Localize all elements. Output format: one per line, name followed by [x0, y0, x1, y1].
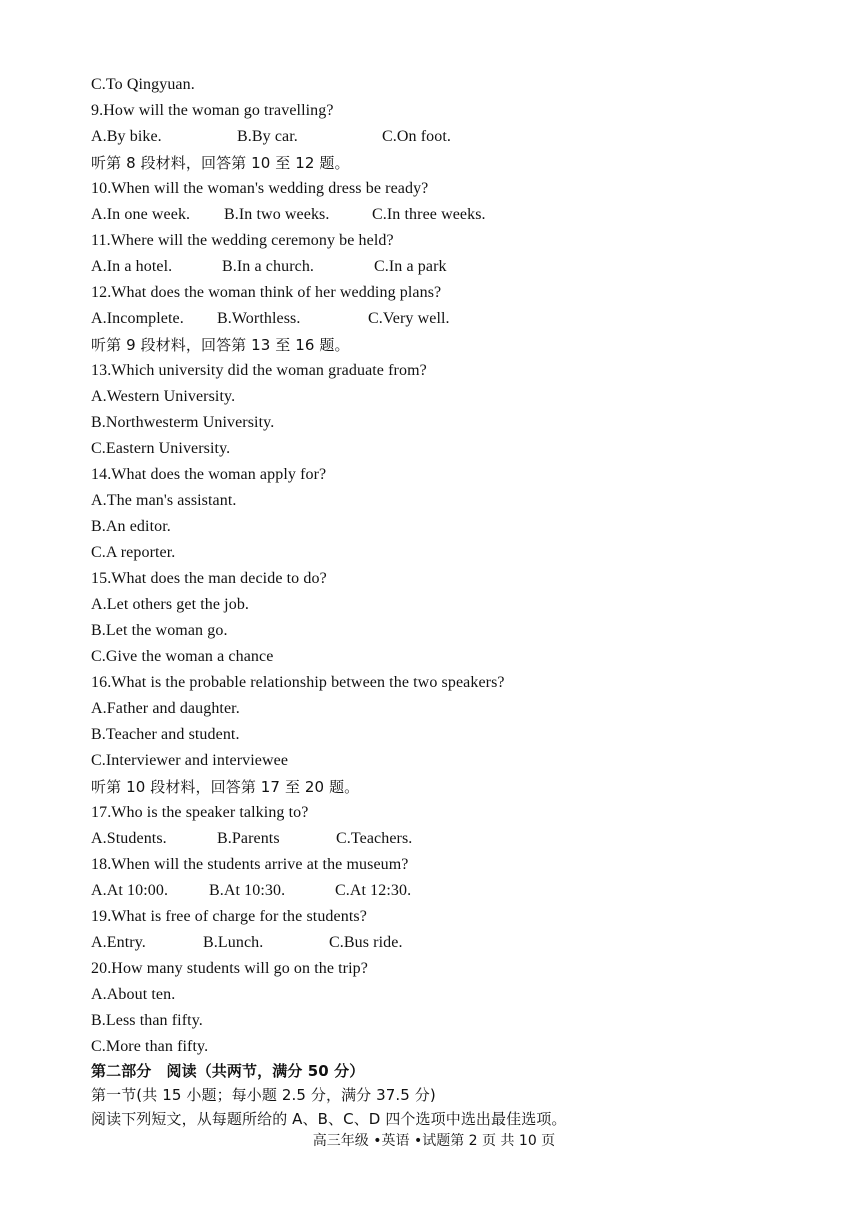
answer-option: C.On foot. — [382, 128, 451, 145]
answer-option: A.Western University. — [91, 388, 236, 405]
page-footer: 高三年级 •英语 •试题第 2 页 共 10 页 — [312, 1133, 556, 1149]
answer-option: A.Students. — [91, 830, 167, 847]
answer-option: C.To Qingyuan. — [91, 76, 195, 93]
answer-option: A.At 10:00. — [91, 882, 169, 899]
section-instruction: 第一节(共 15 小题；每小题 2.5 分，满分 37.5 分) — [91, 1086, 436, 1104]
answer-option: A.By bike. — [91, 128, 162, 145]
answer-option: A.In a hotel. — [91, 258, 173, 275]
answer-option: B.Worthless. — [217, 310, 301, 327]
answer-option: C.Bus ride. — [329, 934, 403, 951]
section-instruction: 听第 10 段材料，回答第 17 至 20 题。 — [91, 778, 360, 796]
answer-option: B.At 10:30. — [209, 882, 286, 899]
answer-option: A.About ten. — [91, 986, 176, 1003]
answer-option: C.Give the woman a chance — [91, 648, 274, 665]
answer-option: A.In one week. — [91, 206, 191, 223]
question-text: 19.What is free of charge for the students? — [91, 908, 367, 925]
answer-option: C.At 12:30. — [335, 882, 412, 899]
answer-option: A.Father and daughter. — [91, 700, 240, 717]
answer-option: B.Northwesterm University. — [91, 414, 275, 431]
answer-option: C.In a park — [374, 258, 447, 275]
question-text: 18.When will the students arrive at the museum? — [91, 856, 409, 873]
answer-option: C.In three weeks. — [372, 206, 486, 223]
answer-option: B.Parents — [217, 830, 280, 847]
question-text: 11.Where will the wedding ceremony be held? — [91, 232, 394, 249]
answer-option: B.In two weeks. — [224, 206, 330, 223]
question-text: 14.What does the woman apply for? — [91, 466, 327, 483]
section-instruction: 听第 8 段材料，回答第 10 至 12 题。 — [91, 154, 350, 172]
section-instruction: 阅读下列短文，从每题所给的 A、B、C、D 四个选项中选出最佳选项。 — [91, 1110, 567, 1128]
answer-option: C.Interviewer and interviewee — [91, 752, 289, 769]
answer-option: A.Let others get the job. — [91, 596, 250, 613]
answer-option: C.Teachers. — [336, 830, 413, 847]
answer-option: B.Less than fifty. — [91, 1012, 203, 1029]
question-text: 9.How will the woman go travelling? — [91, 102, 334, 119]
question-text: 15.What does the man decide to do? — [91, 570, 327, 587]
answer-option: A.Incomplete. — [91, 310, 184, 327]
answer-option: B.Lunch. — [203, 934, 264, 951]
answer-option: A.The man's assistant. — [91, 492, 237, 509]
question-text: 17.Who is the speaker talking to? — [91, 804, 309, 821]
section-instruction: 第二部分 阅读（共两节，满分 50 分） — [91, 1062, 365, 1080]
answer-option: B.An editor. — [91, 518, 171, 535]
answer-option: B.In a church. — [222, 258, 315, 275]
question-text: 13.Which university did the woman graduate from? — [91, 362, 427, 379]
answer-option: C.A reporter. — [91, 544, 176, 561]
question-text: 10.When will the woman's wedding dress be ready? — [91, 180, 429, 197]
answer-option: C.Very well. — [368, 310, 450, 327]
section-instruction: 听第 9 段材料，回答第 13 至 16 题。 — [91, 336, 350, 354]
answer-option: C.Eastern University. — [91, 440, 231, 457]
question-text: 16.What is the probable relationship between the two speakers? — [91, 674, 505, 691]
answer-option: B.Teacher and student. — [91, 726, 240, 743]
answer-option: C.More than fifty. — [91, 1038, 209, 1055]
answer-option: B.By car. — [237, 128, 298, 145]
question-text: 12.What does the woman think of her wedding plans? — [91, 284, 442, 301]
answer-option: A.Entry. — [91, 934, 146, 951]
answer-option: B.Let the woman go. — [91, 622, 228, 639]
question-text: 20.How many students will go on the trip? — [91, 960, 368, 977]
